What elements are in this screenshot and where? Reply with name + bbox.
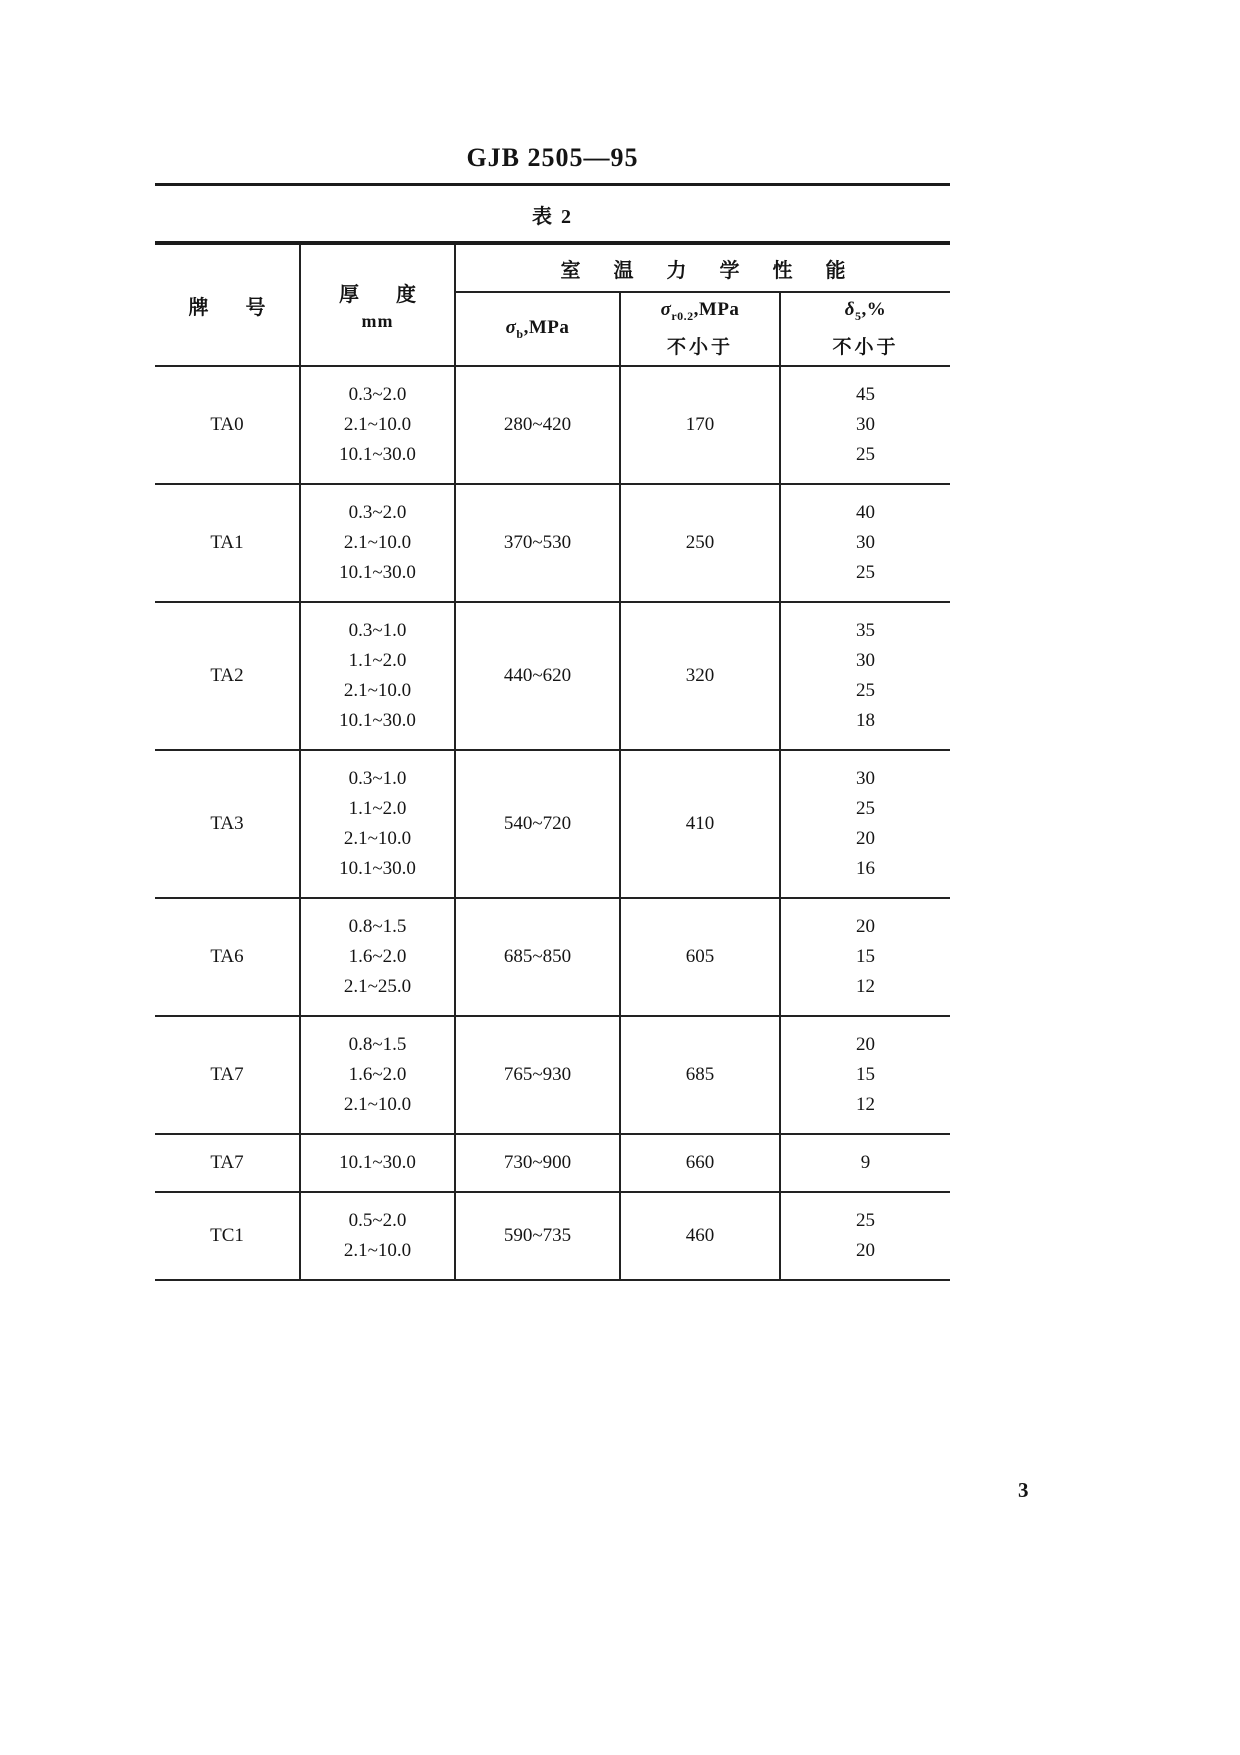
- delta5-cell-line: 35: [856, 620, 876, 641]
- table-body: [155, 366, 950, 1280]
- delta5-cell-line: 40: [856, 502, 876, 523]
- thickness-cell: [300, 898, 455, 1016]
- thickness-cell-line: 10.1~30.0: [339, 444, 416, 465]
- thickness-cell-line: 0.8~1.5: [348, 916, 407, 937]
- thickness-cell-line: 2.1~10.0: [343, 1094, 412, 1115]
- delta5-cell: [780, 1134, 950, 1192]
- thickness-cell: [300, 602, 455, 750]
- standard-number: GJB 2505—95: [466, 143, 639, 172]
- delta5-cell-line: 20: [856, 1034, 876, 1055]
- sigma-b-cell: 685~850: [455, 898, 620, 1016]
- thickness-cell-line: 2.1~10.0: [343, 680, 412, 701]
- grade-cell: TC1: [155, 1192, 300, 1280]
- delta5-formula: $\delta_5,\%$: [844, 299, 887, 323]
- delta5-cell-line: 25: [856, 798, 876, 819]
- thickness-cell-line: 0.3~2.0: [348, 384, 407, 405]
- col-header-sigma-r02: [620, 292, 780, 366]
- mechanical-properties-table: [155, 241, 950, 1281]
- delta5-cell-line: 30: [856, 532, 876, 553]
- thickness-cell-line: 0.3~1.0: [348, 768, 407, 789]
- thickness-cell: [300, 1134, 455, 1192]
- sigma-b-cell: 765~930: [455, 1016, 620, 1134]
- page-number: 3: [1018, 1478, 1029, 1502]
- delta5-cell-line: 15: [856, 946, 876, 967]
- delta5-cell-line: 12: [856, 1094, 876, 1115]
- sigma-b-cell: 590~735: [455, 1192, 620, 1280]
- thickness-cell-line: 1.1~2.0: [348, 650, 407, 671]
- delta5-cell-line: 25: [856, 1210, 876, 1231]
- grade-cell: TA2: [155, 602, 300, 750]
- grade-cell: TA7: [155, 1134, 300, 1192]
- header-rule: [155, 183, 950, 186]
- sigma-b-cell: 540~720: [455, 750, 620, 898]
- not-less-than-label: 不小于: [832, 336, 899, 358]
- sigma-r02-formula: $\sigma_{r0.2},MPa$: [660, 299, 740, 323]
- thickness-cell: [300, 484, 455, 602]
- table-row: [155, 602, 950, 750]
- thickness-cell-line: 0.8~1.5: [348, 1034, 407, 1055]
- sigma-r02-cell: 460: [620, 1192, 780, 1280]
- delta5-cell: [780, 898, 950, 1016]
- delta5-cell-line: 20: [856, 828, 876, 849]
- grade-cell: TA0: [155, 366, 300, 484]
- table-row: [155, 750, 950, 898]
- thickness-cell-line: 2.1~25.0: [343, 976, 412, 997]
- delta5-cell: [780, 484, 950, 602]
- table-row: [155, 484, 950, 602]
- thickness-cell-line: 10.1~30.0: [339, 710, 416, 731]
- sigma-r02-cell: 250: [620, 484, 780, 602]
- sigma-r02-cell: 605: [620, 898, 780, 1016]
- thickness-cell-line: 2.1~10.0: [343, 414, 412, 435]
- table-row: [155, 366, 950, 484]
- table-row: [155, 1192, 950, 1280]
- delta5-cell-line: 20: [856, 916, 876, 937]
- sigma-b-cell: 440~620: [455, 602, 620, 750]
- delta5-cell-line: 18: [856, 710, 876, 731]
- sigma-r02-cell: 320: [620, 602, 780, 750]
- grade-cell: TA3: [155, 750, 300, 898]
- delta5-cell: [780, 1016, 950, 1134]
- thickness-cell-line: 2.1~10.0: [343, 1240, 412, 1261]
- table-row: [155, 1134, 950, 1192]
- thickness-cell-line: 10.1~30.0: [339, 1152, 416, 1173]
- thickness-cell-line: 2.1~10.0: [343, 828, 412, 849]
- thickness-cell-line: 1.6~2.0: [348, 1064, 407, 1085]
- thickness-header-label: 厚 度: [339, 284, 432, 306]
- document-content: [155, 0, 950, 1281]
- col-header-delta5: [780, 292, 950, 366]
- delta5-cell-line: 30: [856, 650, 876, 671]
- sigma-r02-cell: 660: [620, 1134, 780, 1192]
- delta5-cell-line: 15: [856, 1064, 876, 1085]
- col-header-thickness: [300, 243, 455, 366]
- delta5-cell-line: 20: [856, 1240, 876, 1261]
- thickness-cell: [300, 1016, 455, 1134]
- delta5-cell-line: 25: [856, 562, 876, 583]
- thickness-cell-line: 10.1~30.0: [339, 562, 416, 583]
- sigma-b-formula: $\sigma_b,MPa$: [505, 316, 570, 341]
- col-header-grade: 牌 号: [155, 243, 300, 366]
- delta5-cell: [780, 1192, 950, 1280]
- grade-cell: TA6: [155, 898, 300, 1016]
- table-header: [155, 243, 950, 366]
- delta5-cell-line: 25: [856, 680, 876, 701]
- delta5-cell: [780, 602, 950, 750]
- thickness-header-unit: mm: [361, 311, 394, 331]
- delta5-cell: [780, 750, 950, 898]
- sigma-b-cell: 730~900: [455, 1134, 620, 1192]
- delta5-cell-line: 12: [856, 976, 876, 997]
- col-header-sigma-b: [455, 292, 620, 366]
- sigma-r02-cell: 170: [620, 366, 780, 484]
- delta5-cell-line: 30: [856, 768, 876, 789]
- thickness-cell-line: 1.6~2.0: [348, 946, 407, 967]
- delta5-cell-line: 30: [856, 414, 876, 435]
- thickness-cell-line: 10.1~30.0: [339, 858, 416, 879]
- grade-cell: TA7: [155, 1016, 300, 1134]
- thickness-cell: [300, 366, 455, 484]
- sigma-b-cell: 280~420: [455, 366, 620, 484]
- delta5-cell-line: 45: [856, 384, 876, 405]
- table-row: [155, 898, 950, 1016]
- delta5-cell-line: 9: [860, 1152, 871, 1173]
- thickness-cell-line: 0.3~2.0: [348, 502, 407, 523]
- thickness-cell-line: 0.5~2.0: [348, 1210, 407, 1231]
- delta5-cell-line: 25: [856, 444, 876, 465]
- grade-cell: TA1: [155, 484, 300, 602]
- thickness-cell-line: 2.1~10.0: [343, 532, 412, 553]
- col-header-room-temp-properties: 室 温 力 学 性 能: [455, 243, 950, 292]
- delta5-cell: [780, 366, 950, 484]
- thickness-cell-line: 1.1~2.0: [348, 798, 407, 819]
- thickness-cell: [300, 1192, 455, 1280]
- sigma-r02-cell: 410: [620, 750, 780, 898]
- sigma-r02-cell: 685: [620, 1016, 780, 1134]
- table-row: [155, 1016, 950, 1134]
- thickness-cell-line: 0.3~1.0: [348, 620, 407, 641]
- not-less-than-label: 不小于: [666, 336, 733, 358]
- table-caption: 表 2: [532, 206, 573, 228]
- sigma-b-cell: 370~530: [455, 484, 620, 602]
- delta5-cell-line: 16: [856, 858, 876, 879]
- thickness-cell: [300, 750, 455, 898]
